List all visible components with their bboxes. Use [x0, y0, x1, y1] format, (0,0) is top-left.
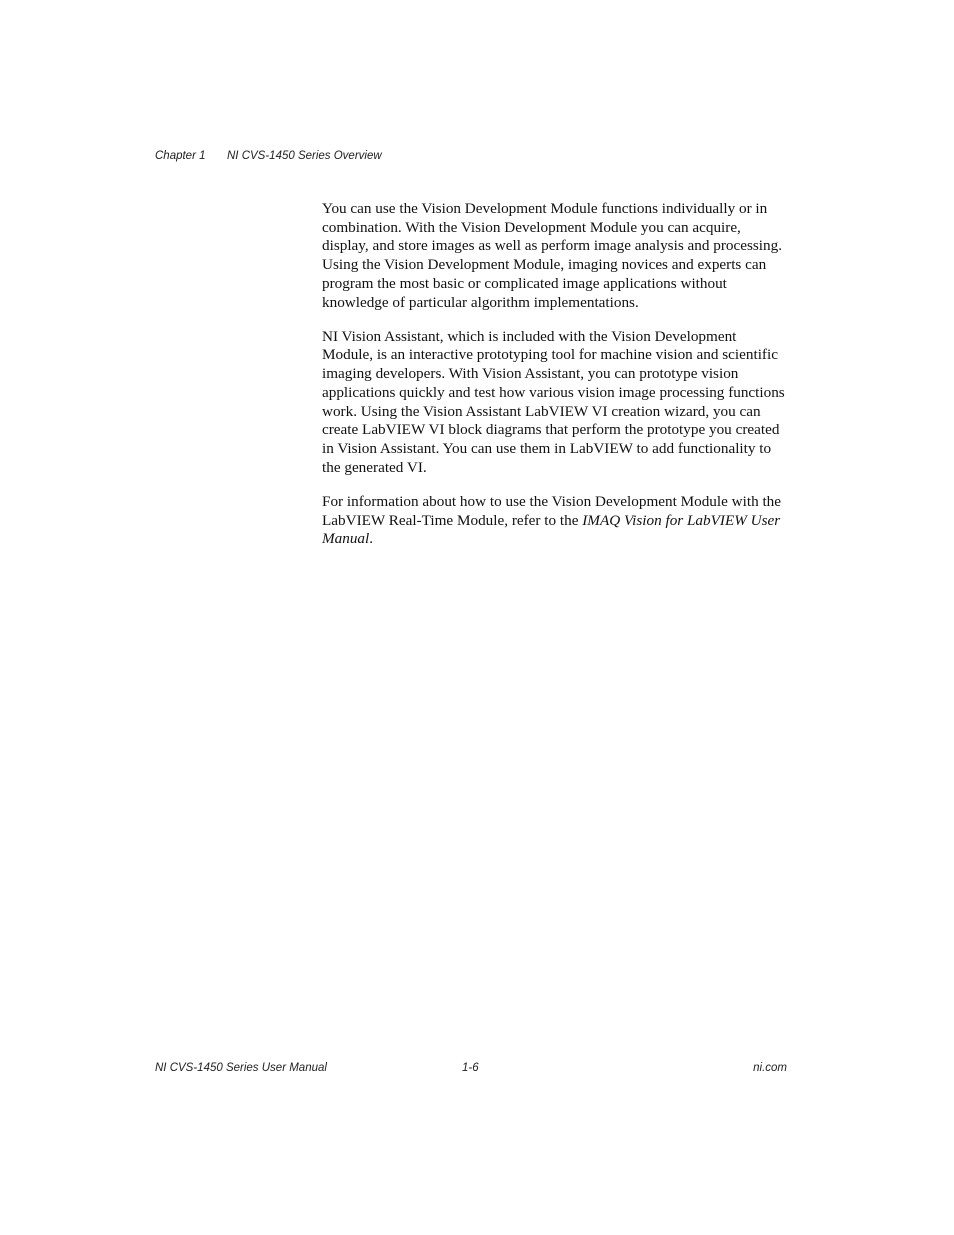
- paragraph-vision-assistant: NI Vision Assistant, which is included with the Vision Development Module, is an interactive prototyping tool for machine vision and scientific imaging developers. With Vision Assistant, you can prototype vision applications quickly and test how various vision image processing functions work. Using the Vision Assistant LabVIEW VI creation wizard, you can create LabVIEW VI block diagrams that perform the prototype you created in Vision Assistant. You can use them in LabVIEW to add functionality to the generated VI.: [322, 327, 785, 476]
- manual-title: NI CVS-1450 Series User Manual: [155, 1062, 327, 1074]
- page-number: 1-6: [462, 1062, 479, 1074]
- body-text: [322, 200, 788, 564]
- paragraph-real-time-reference: [322, 493, 788, 549]
- manual-title-reference: IMAQ Vision for LabVIEW User Manual: [322, 511, 781, 548]
- website-url: ni.com: [753, 1062, 787, 1074]
- paragraph-vision-development-module: You can use the Vision Development Module functions individually or in combination. With the Vision Development Module you can acquire, display, and store images as well as perform image analysis and processing. Using the Vision Development Module, imaging novices and experts can program the most basic or complicated image applications without knowledge of particular algorithm implementations.: [322, 200, 782, 311]
- reference-text-before: For information about how to use the Vision Development Module with the LabVIEW Real-Time Module, refer to the: [322, 492, 782, 529]
- chapter-title: NI CVS-1450 Series Overview: [227, 150, 382, 162]
- running-header: [155, 150, 382, 162]
- reference-text-after: .: [369, 530, 374, 548]
- page-footer: [155, 1062, 787, 1078]
- chapter-label: Chapter 1: [155, 150, 206, 162]
